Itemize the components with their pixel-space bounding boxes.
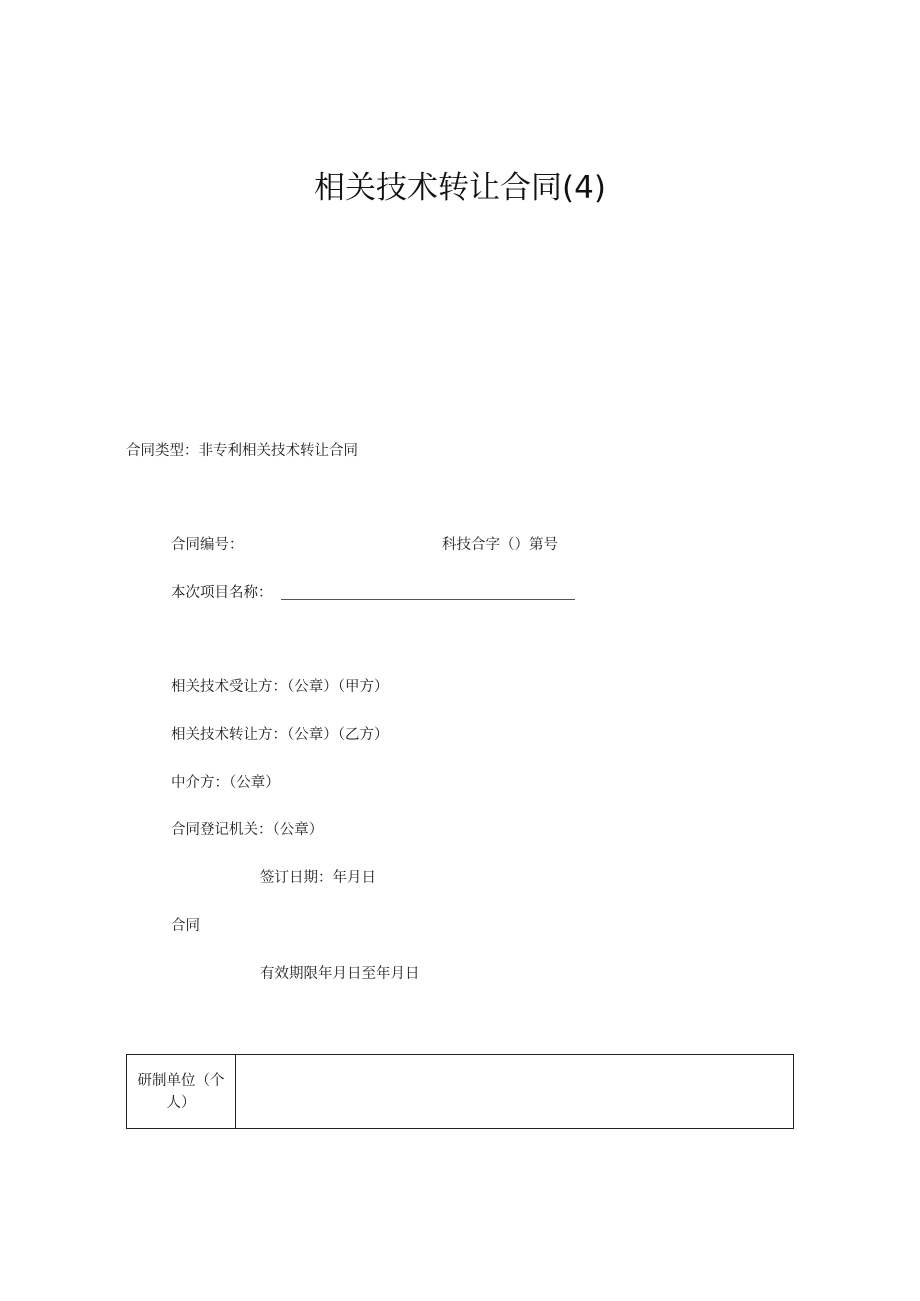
contract-number-label: 合同编号： — [171, 537, 244, 553]
registration-authority-line: 合同登记机关：（公章） — [171, 822, 324, 838]
research-unit-label: 研制单位（个人） — [137, 1072, 225, 1111]
intermediary-line: 中介方：（公章） — [171, 775, 280, 791]
transferor-line: 相关技术转让方：（公章）（乙方） — [171, 727, 389, 743]
project-name-label: 本次项目名称： — [171, 585, 273, 601]
validity-period-line: 有效期限年月日至年月日 — [260, 966, 420, 982]
contract-type: 合同类型：非专利相关技术转让合同 — [126, 443, 358, 459]
project-name-blank — [281, 599, 575, 600]
research-unit-table — [126, 1054, 794, 1129]
transferee-line: 相关技术受让方：（公章）（甲方） — [171, 679, 389, 695]
contract-word: 合同 — [171, 918, 200, 934]
table-row — [127, 1055, 794, 1129]
research-unit-value-cell — [236, 1055, 794, 1129]
research-unit-label-cell — [127, 1055, 236, 1129]
contract-number-format: 科技合字（）第号 — [442, 537, 558, 553]
document-title: 相关技术转让合同(4) — [314, 170, 606, 206]
signing-date-line: 签订日期：年月日 — [260, 870, 376, 886]
